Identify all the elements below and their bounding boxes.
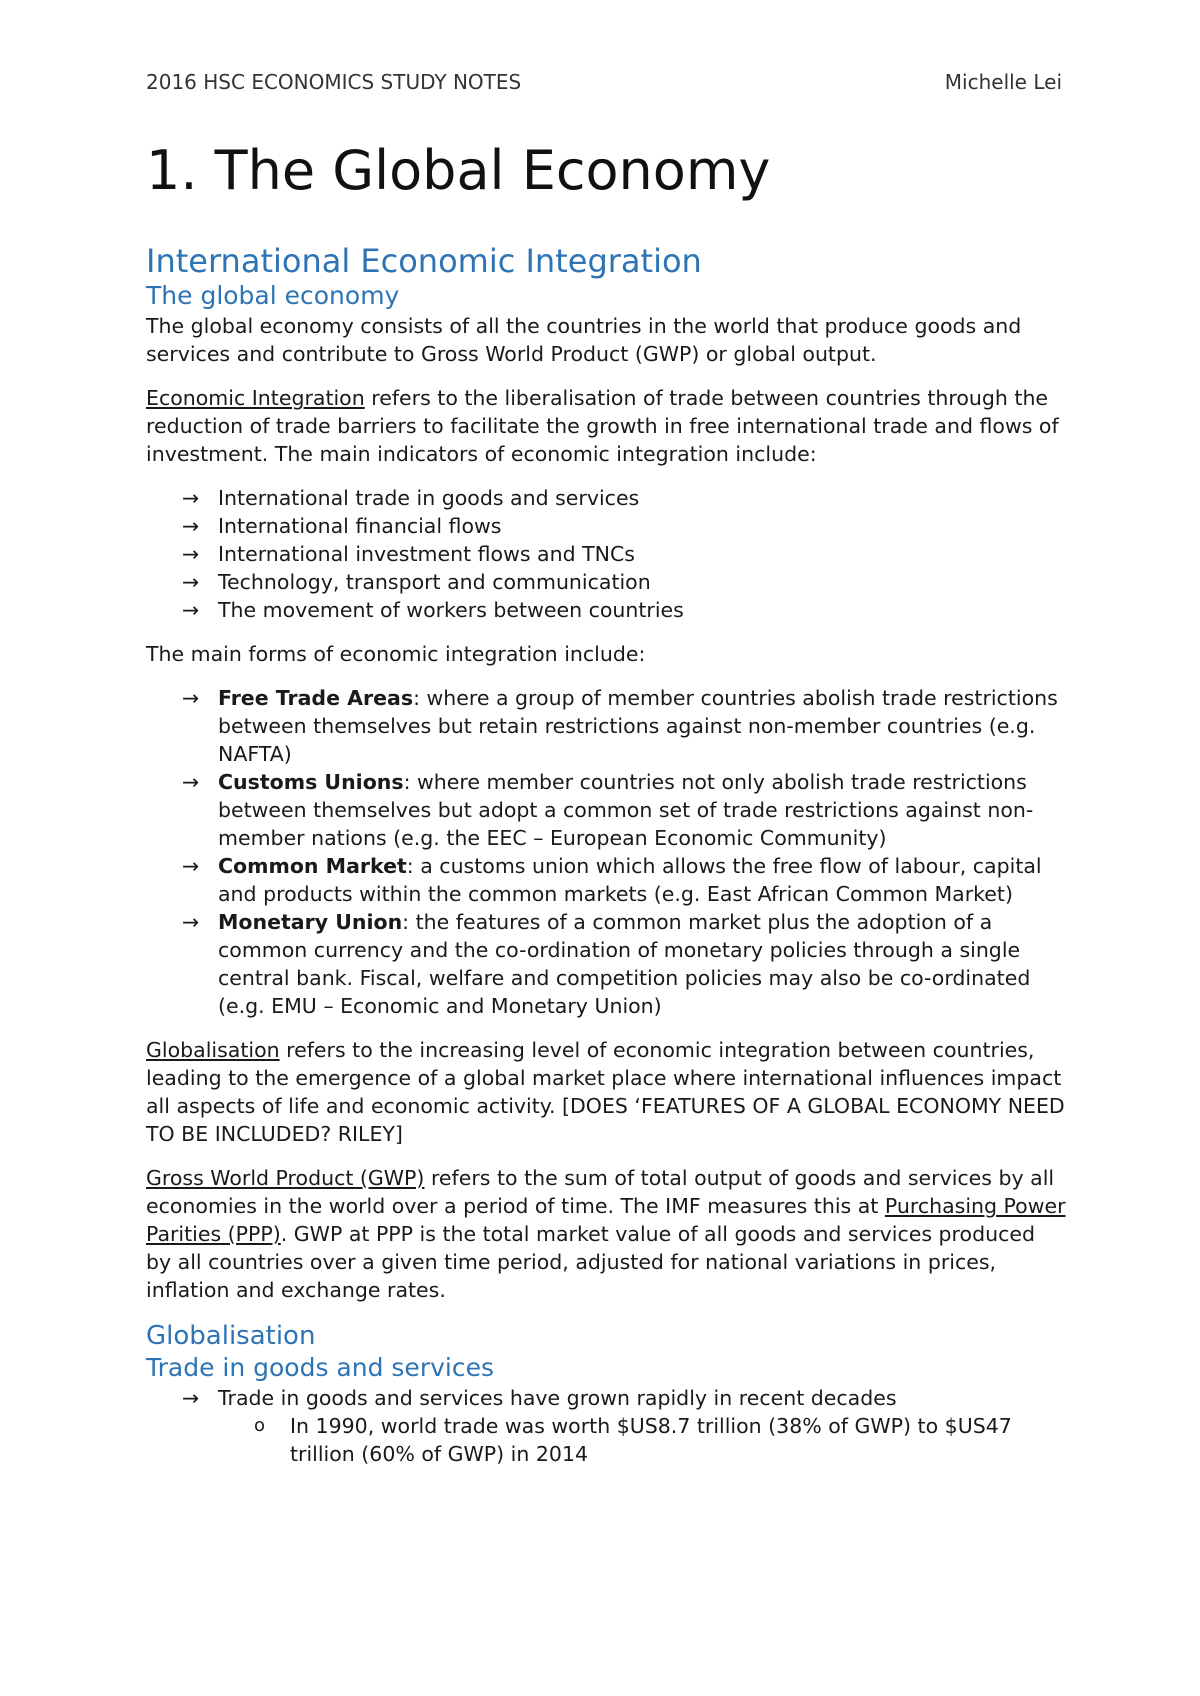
list-item-text: The movement of workers between countries: [218, 598, 684, 622]
page-header: [146, 70, 1062, 94]
sub-list-item: [254, 1412, 1066, 1468]
list-item: [182, 852, 1066, 908]
list-item-text: International financial flows: [218, 514, 502, 538]
list-item: [182, 512, 1066, 540]
term-gwp: Gross World Product (GWP): [146, 1166, 425, 1190]
list-item: [182, 568, 1066, 596]
trade-sublist: [218, 1412, 1066, 1468]
term-common-market: Common Market: [218, 854, 407, 878]
arrow-icon: →: [182, 686, 200, 710]
paragraph-global-economy: The global economy consists of all the countries in the world that produce goods and services and contribute to Gross World Product (GWP) or global output.: [146, 314, 1022, 366]
term-ppp: Purchasing Power Parities (PPP): [146, 1194, 1066, 1246]
trade-list: [146, 1384, 1066, 1468]
list-item-text: : where member countries not only abolish trade restrictions between themselves but adopt a common set of trade restrictions against non-member nations (e.g. the EEC – European Economic Community): [218, 770, 1034, 850]
list-item-text: International investment flows and TNCs: [218, 542, 635, 566]
sub-list-item-text: In 1990, world trade was worth $US8.7 trillion (38% of GWP) to $US47 trillion (60% of GWP) in 2014: [290, 1414, 1012, 1466]
arrow-icon: →: [182, 542, 200, 566]
gwp-text-end: . GWP at PPP is the total market value of all goods and services produced by all countries over a given time period, adjusted for national variations in prices, inflation and exchange rates.: [146, 1222, 1035, 1302]
list-item: [182, 484, 1066, 512]
arrow-icon: →: [182, 570, 200, 594]
paragraph-economic-integration: [146, 384, 1066, 468]
indicator-list: [146, 484, 1066, 624]
paragraph-forms-intro: The main forms of economic integration include:: [146, 642, 646, 666]
list-item: [182, 1384, 1066, 1468]
globalisation-text: refers to the increasing level of economic integration between countries, leading to the emergence of a global market place where international influences impact all aspects of life and economic activity. [DOES ‘FEATURES OF A GLOBAL ECONOMY NEED TO BE INCLUDED? RILEY]: [146, 1038, 1065, 1146]
list-item-text: : a customs union which allows the free flow of labour, capital and products within the common markets (e.g. East African Common Market): [218, 854, 1042, 906]
gwp-text-mid: refers to the sum of total output of goods and services by all economies in the world over a period of time. The IMF measures this at: [146, 1166, 1055, 1218]
list-item-text: : the features of a common market plus the adoption of a common currency and the co-ordination of monetary policies through a single central bank. Fiscal, welfare and competition policies may also be co-ordinated (e.g. EMU – Economic and Monetary Union): [218, 910, 1031, 1018]
arrow-icon: →: [182, 1386, 200, 1410]
list-item: [182, 596, 1066, 624]
page-content: [146, 140, 1066, 1468]
list-item: [182, 540, 1066, 568]
term-economic-integration: Economic Integration: [146, 386, 365, 410]
circle-bullet-icon: o: [254, 1415, 266, 1436]
paragraph-globalisation: [146, 1036, 1066, 1148]
header-right: Michelle Lei: [944, 70, 1062, 94]
list-item-text: : where a group of member countries abolish trade restrictions between themselves but retain restrictions against non-member countries (e.g. NAFTA): [218, 686, 1058, 766]
paragraph-gwp: [146, 1164, 1066, 1304]
arrow-icon: →: [182, 514, 200, 538]
list-item-text: Trade in goods and services have grown rapidly in recent decades: [218, 1386, 897, 1410]
forms-list: [146, 684, 1066, 1020]
arrow-icon: →: [182, 910, 200, 934]
section-heading-globalisation: Globalisation: [146, 1321, 316, 1351]
list-item: [182, 908, 1066, 1020]
term-free-trade-areas: Free Trade Areas: [218, 686, 414, 710]
arrow-icon: →: [182, 486, 200, 510]
list-item: [182, 768, 1066, 852]
header-left: 2016 HSC ECONOMICS STUDY NOTES: [146, 70, 522, 94]
arrow-icon: →: [182, 598, 200, 622]
term-customs-unions: Customs Unions: [218, 770, 404, 794]
section-heading-integration: International Economic Integration: [146, 242, 702, 280]
term-globalisation: Globalisation: [146, 1038, 280, 1062]
page-title: 1. The Global Economy: [146, 139, 771, 202]
subheading-trade: Trade in goods and services: [146, 1353, 494, 1382]
list-item: [182, 684, 1066, 768]
subheading-global-economy: The global economy: [146, 281, 400, 310]
economic-integration-text: refers to the liberalisation of trade between countries through the reduction of trade barriers to facilitate the growth in free international trade and flows of investment. The main indicators of economic integration include:: [146, 386, 1059, 466]
arrow-icon: →: [182, 854, 200, 878]
list-item-text: International trade in goods and services: [218, 486, 640, 510]
term-monetary-union: Monetary Union: [218, 910, 403, 934]
arrow-icon: →: [182, 770, 200, 794]
list-item-text: Technology, transport and communication: [218, 570, 651, 594]
